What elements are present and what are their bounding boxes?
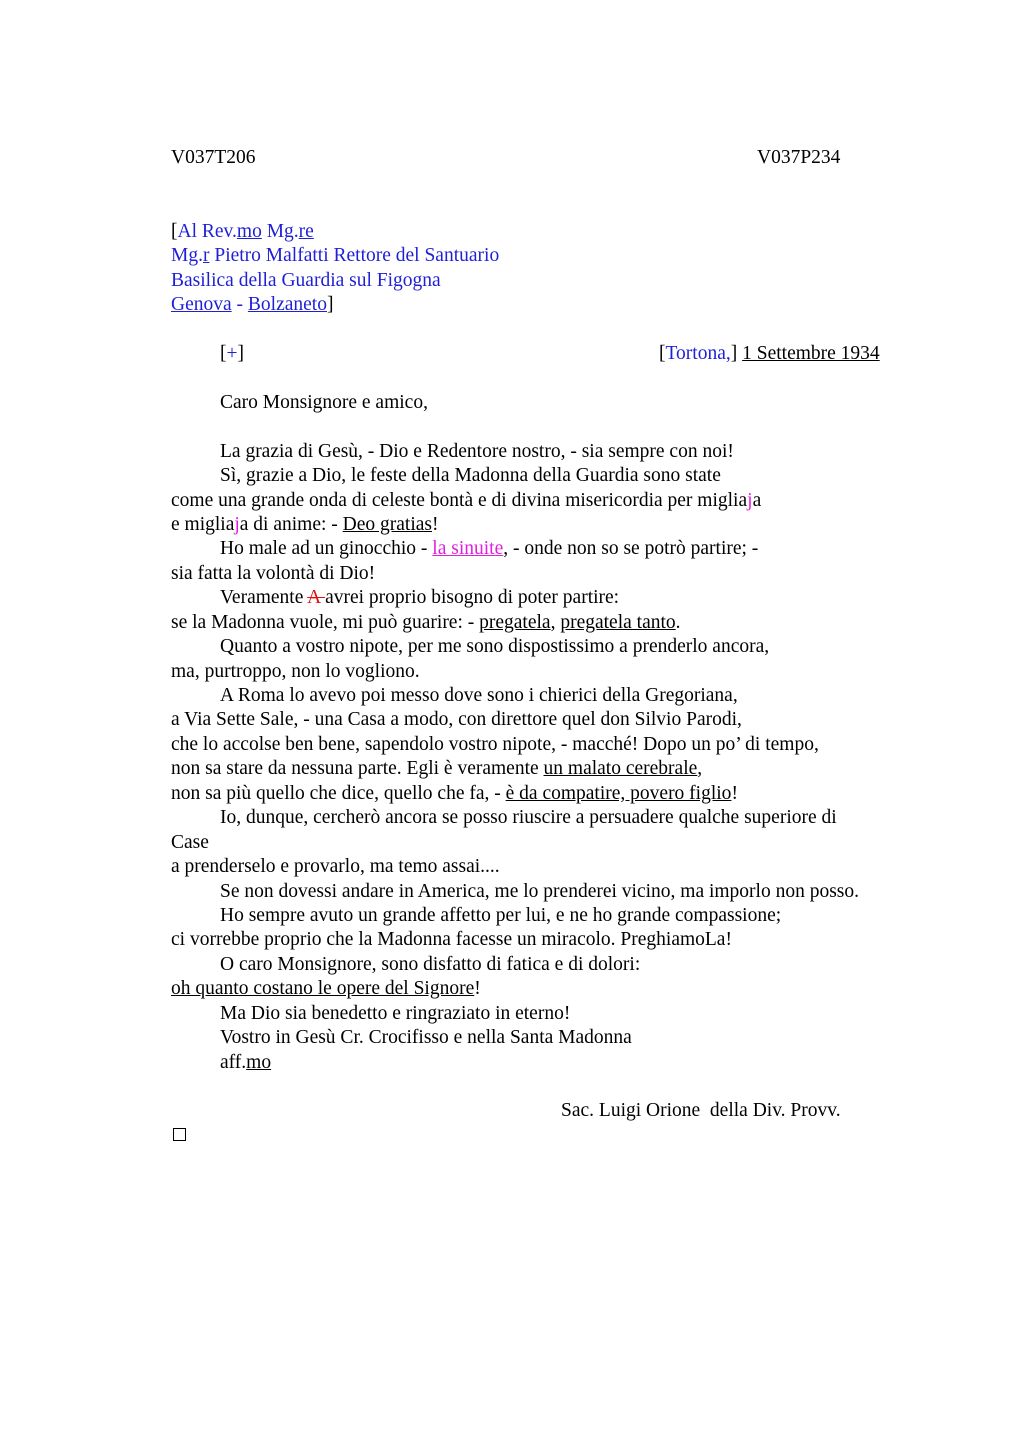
body-line: non sa stare da nessuna parte. Egli è veramente un malato cerebrale,: [171, 758, 703, 779]
body-line: Ma Dio sia benedetto e ringraziato in eterno!: [220, 1003, 571, 1024]
document-code-right: V037P234: [757, 147, 841, 168]
body-line: O caro Monsignore, sono disfatto di fatica e di dolori:: [220, 954, 641, 975]
body-line: ma, purtroppo, non lo vogliono.: [171, 661, 420, 682]
body-line: A Roma lo avevo poi messo dove sono i chierici della Gregoriana,: [220, 685, 738, 706]
salutation: Caro Monsignore e amico,: [220, 392, 428, 413]
body-line: e migliaja di anime: - Deo gratias!: [171, 514, 439, 535]
body-line: Io, dunque, cercherò ancora se posso riuscire a persuadere qualche superiore di: [220, 807, 837, 828]
body-line: Se non dovessi andare in America, me lo prenderei vicino, ma imporlo non posso.: [220, 881, 860, 902]
letter-date: [Tortona,] 1 Settembre 1934: [659, 343, 880, 364]
body-line: Veramente A avrei proprio bisogno di poter partire:: [220, 587, 620, 608]
address-line-4: Genova - Bolzaneto]: [171, 294, 334, 315]
cross-mark: [+]: [220, 343, 244, 364]
body-line: Sì, grazie a Dio, le feste della Madonna della Guardia sono state: [220, 465, 721, 486]
body-line: sia fatta la volontà di Dio!: [171, 563, 376, 584]
address-line-3: Basilica della Guardia sul Figogna: [171, 270, 441, 291]
body-line: Vostro in Gesù Cr. Crocifisso e nella Santa Madonna: [220, 1027, 632, 1048]
deleted-text: A: [307, 587, 326, 608]
body-line: se la Madonna vuole, mi può guarire: - pregatela, pregatela tanto.: [171, 612, 681, 633]
body-line: Case: [171, 832, 209, 853]
body-line: Ho sempre avuto un grande affetto per lui, e ne ho grande compassione;: [220, 905, 782, 926]
closing-abbreviation: aff.mo: [220, 1052, 272, 1073]
address-line-1: [Al Rev.mo Mg.re: [171, 221, 314, 242]
body-line: come una grande onda di celeste bontà e di divina misericordia per migliaja: [171, 490, 762, 511]
body-line: che lo accolse ben bene, sapendolo vostro nipote, - macché! Dopo un po’ di tempo,: [171, 734, 819, 755]
body-line: non sa più quello che dice, quello che fa, - è da compatire, povero figlio!: [171, 783, 738, 804]
body-line: a Via Sette Sale, - una Casa a modo, con direttore quel don Silvio Parodi,: [171, 709, 742, 730]
signature: Sac. Luigi Orione della Div. Provv.: [561, 1100, 841, 1121]
checkbox-icon: [173, 1128, 186, 1141]
body-line: La grazia di Gesù, - Dio e Redentore nostro, - sia sempre con noi!: [220, 441, 734, 462]
body-line: Quanto a vostro nipote, per me sono dispostissimo a prenderlo ancora,: [220, 636, 770, 657]
address-line-2: Mg.r Pietro Malfatti Rettore del Santuario: [171, 245, 500, 266]
body-line: a prenderselo e provarlo, ma temo assai....: [171, 856, 500, 877]
body-line: Ho male ad un ginocchio - la sinuite, - onde non so se potrò partire; -: [220, 538, 759, 559]
document-code-left: V037T206: [171, 147, 256, 168]
body-line: ci vorrebbe proprio che la Madonna facesse un miracolo. PreghiamoLa!: [171, 929, 732, 950]
body-line: oh quanto costano le opere del Signore!: [171, 978, 481, 999]
